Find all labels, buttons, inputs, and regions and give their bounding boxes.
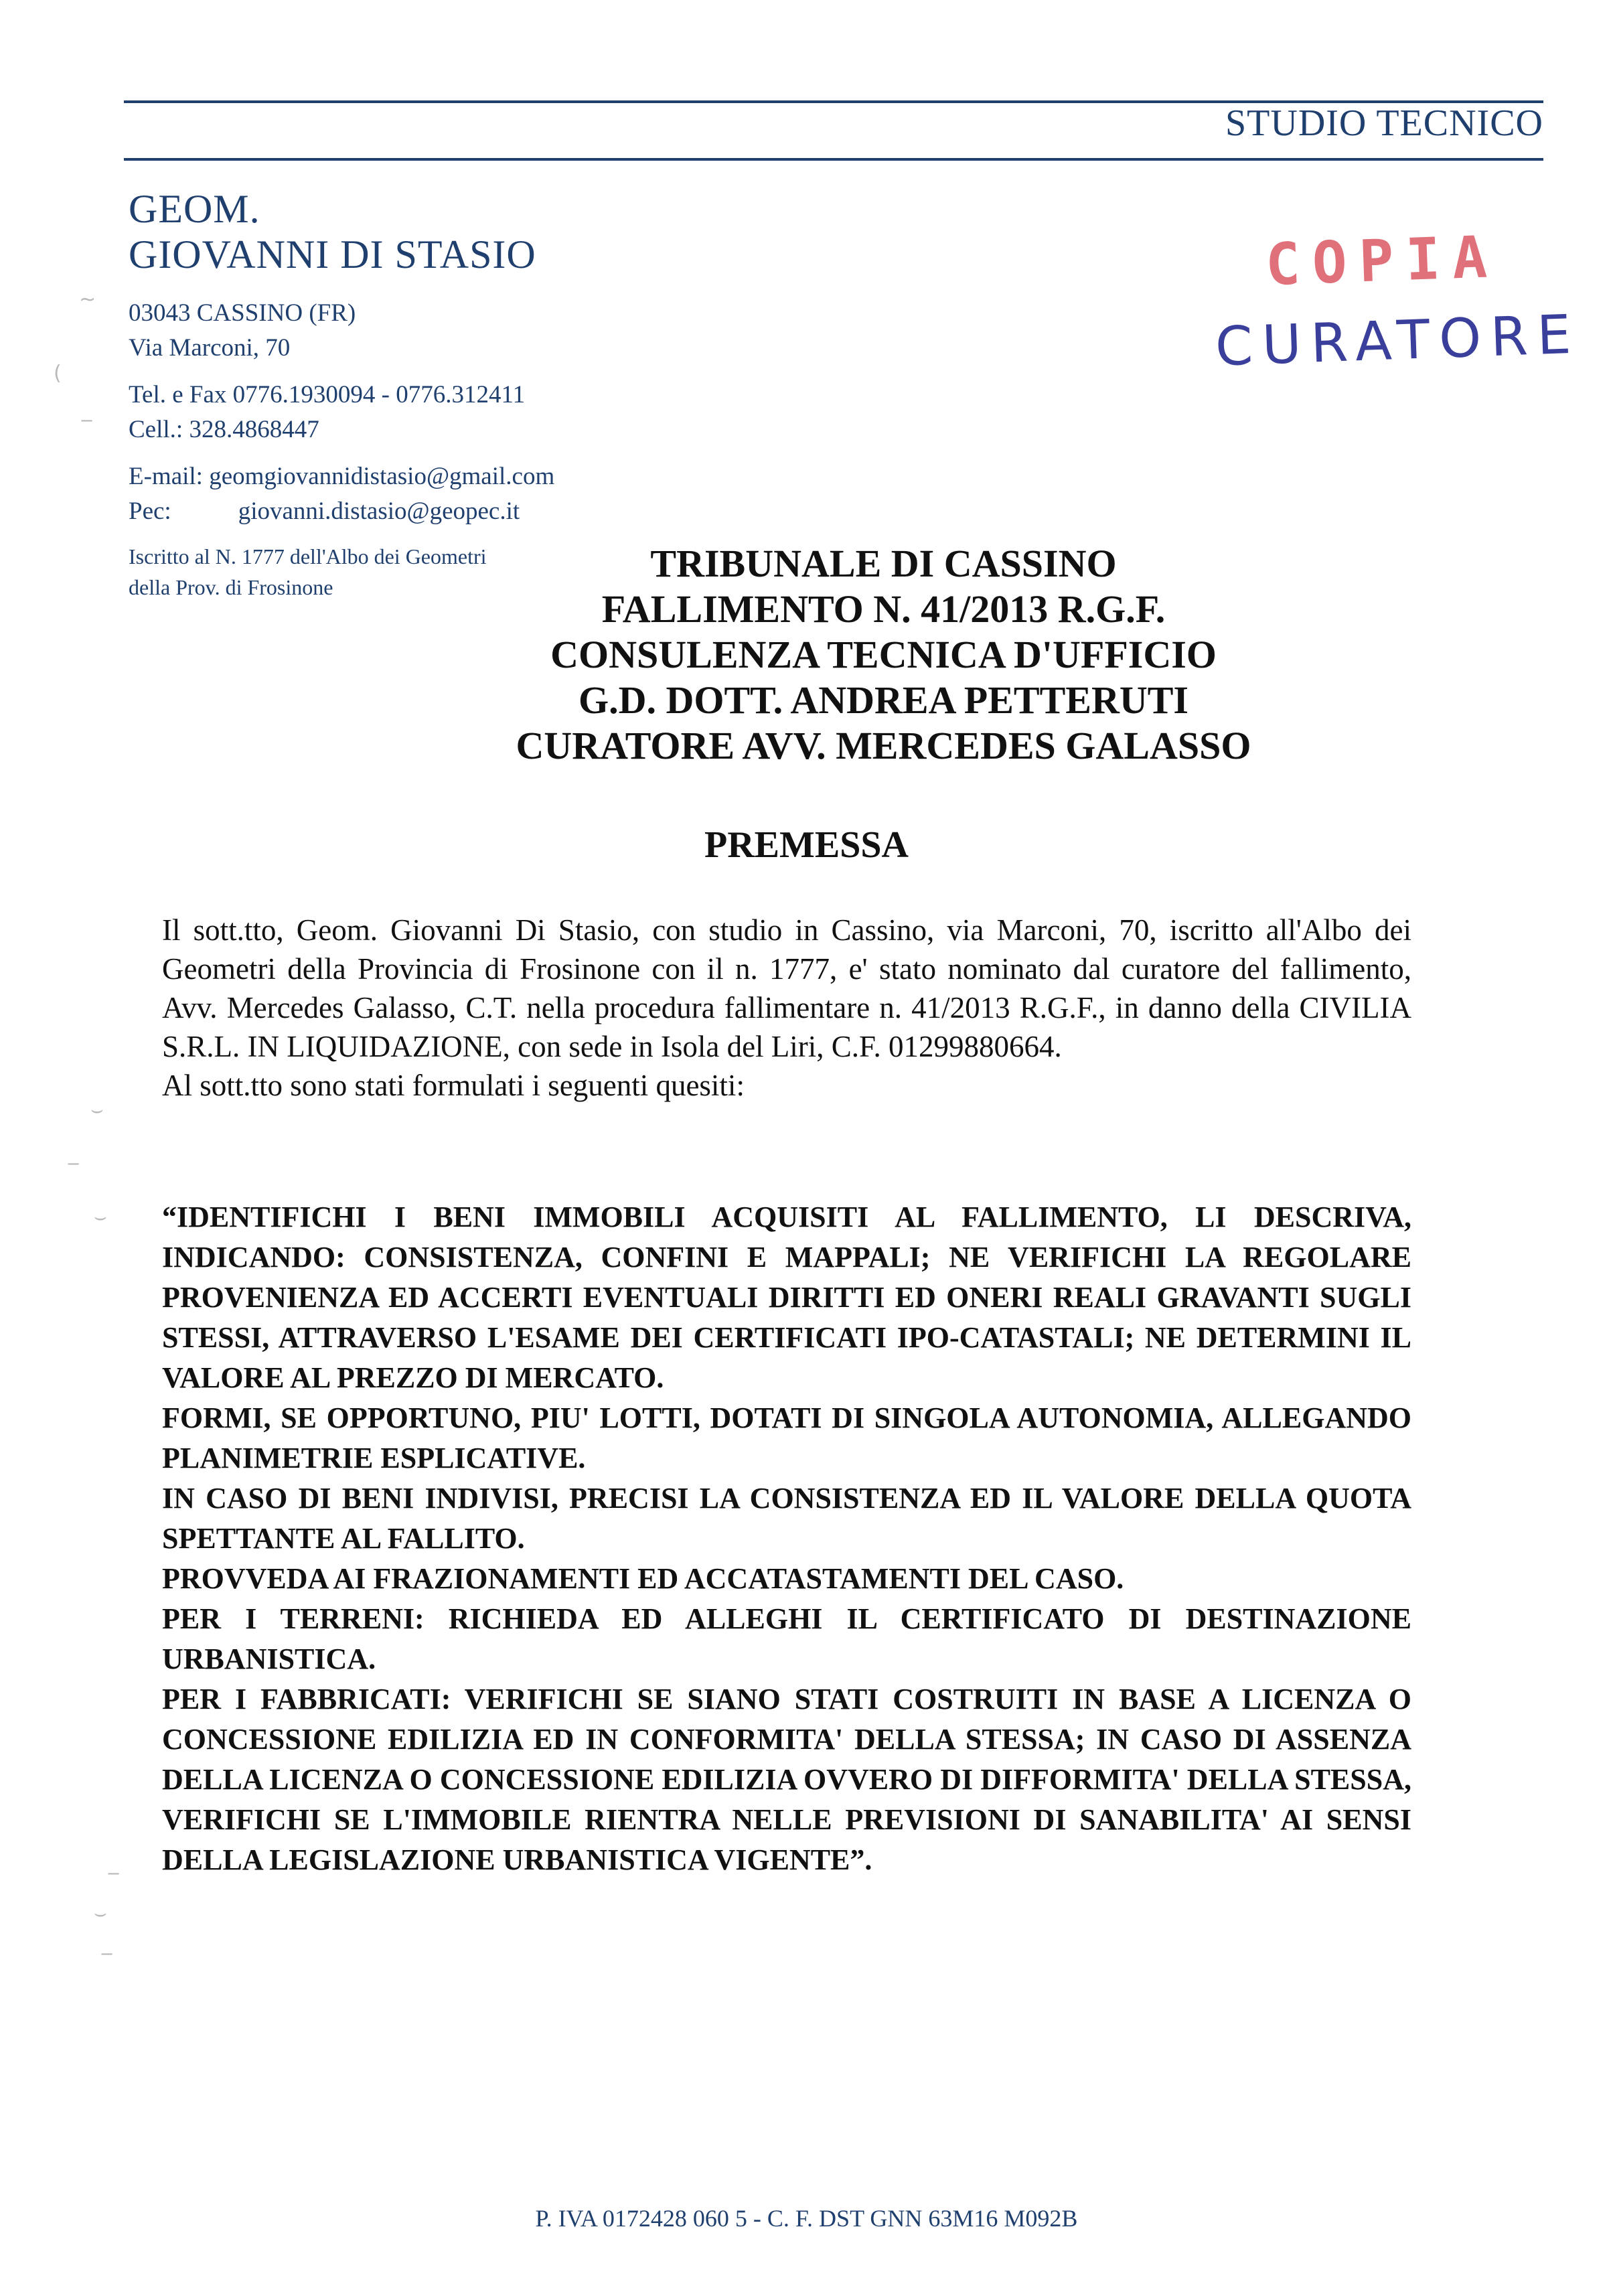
margin-scan-mark: ‒ — [107, 1861, 121, 1885]
letterhead-name: GIOVANNI DI STASIO — [129, 232, 536, 277]
footer-tax-info: P. IVA 0172428 060 5 - C. F. DST GNN 63M16 M092B — [535, 2205, 1078, 2232]
court-line-2: FALLIMENTO N. 41/2013 R.G.F. — [601, 587, 1166, 631]
margin-scan-mark: ⌣ — [94, 1902, 107, 1925]
premessa-heading: PREMESSA — [704, 824, 909, 866]
letterhead-title: GEOM. — [129, 187, 260, 231]
court-line-1: TRIBUNALE DI CASSINO — [650, 542, 1117, 585]
margin-scan-mark: ‒ — [80, 408, 94, 432]
quesito-4: PROVVEDA AI FRAZIONAMENTI ED ACCATASTAMENTI DEL CASO. — [162, 1562, 1124, 1595]
handwritten-curatore: CURATORE — [1214, 303, 1582, 378]
quesito-5: PER I TERRENI: RICHIEDA ED ALLEGHI IL CERTIFICATO DI DESTINAZIONE URBANISTICA. — [162, 1602, 1411, 1675]
margin-scan-mark: ( — [54, 362, 62, 385]
letterhead — [129, 186, 554, 603]
pec-address — [129, 494, 554, 529]
address-street: Via Marconi, 70 — [129, 334, 291, 362]
quesito-6: PER I FABBRICATI: VERIFICHI SE SIANO STATI COSTRUITI IN BASE A LICENZA O CONCESSIONE EDILIZIA ED IN CONFORMITA' DELLA STESSA; IN CASO DI ASSENZA DELLA LICENZA O CONCESSIONE EDILIZIA OVVERO DI DIFFORMITA' DELLA STESSA, VERIFICHI SE L'IMMOBILE RIENTRA NELLE PREVISIONI DI SANABILITA' AI SENSI DELLA LEGISLAZIONE URBANISTICA VIGENTE”. — [162, 1683, 1411, 1876]
pec-value: giovanni.distasio@geopec.it — [238, 498, 520, 525]
register-line-2: della Prov. di Frosinone — [129, 575, 333, 599]
court-line-5: CURATORE AVV. MERCEDES GALASSO — [516, 724, 1251, 767]
intro-line-2: Al sott.tto sono stati formulati i seguenti quesiti: — [162, 1069, 745, 1102]
margin-scan-mark: ~ — [79, 288, 96, 311]
copia-stamp: COPIA — [1264, 223, 1501, 299]
address-city: 03043 CASSINO (FR) — [129, 299, 356, 327]
margin-scan-mark: ‒ — [67, 1152, 80, 1175]
court-line-3: CONSULENZA TECNICA D'UFFICIO — [550, 633, 1217, 676]
intro-paragraph: Il sott.tto, Geom. Giovanni Di Stasio, con studio in Cassino, via Marconi, 70, iscritto all'Albo dei Geometri della Provincia di Frosinone con il n. 1777, e' stato nominato dal curatore del fallimento, Avv. Mercedes Galasso, C.T. nella procedura fallimentare n. 41/2013 R.G.F., in danno della CIVILIA S.R.L. IN LIQUIDAZIONE, con sede in Isola del Liri, C.F. 01299880664. — [162, 913, 1411, 1063]
header-rule-bottom — [124, 158, 1543, 161]
margin-scan-mark: ‒ — [100, 1942, 114, 1965]
quesito-2: FORMI, SE OPPORTUNO, PIU' LOTTI, DOTATI DI SINGOLA AUTONOMIA, ALLEGANDO PLANIMETRIE ESPLICATIVE. — [162, 1401, 1411, 1474]
intro-text — [162, 911, 1411, 1105]
quesiti-block — [162, 1197, 1411, 1880]
studio-label: STUDIO TECNICO — [1225, 102, 1543, 144]
quesito-3: IN CASO DI BENI INDIVISI, PRECISI LA CONSISTENZA ED IL VALORE DELLA QUOTA SPETTANTE AL FALLITO. — [162, 1482, 1411, 1555]
court-line-4: G.D. DOTT. ANDREA PETTERUTI — [579, 678, 1188, 722]
email-address: E-mail: geomgiovannidistasio@gmail.com — [129, 463, 555, 490]
cell-number: Cell.: 328.4868447 — [129, 416, 319, 443]
pec-label: Pec: — [129, 498, 171, 525]
section-title — [0, 824, 1613, 866]
footer — [0, 2204, 1613, 2232]
margin-scan-mark: ⌣ — [94, 1205, 107, 1229]
margin-scan-mark: ⌣ — [90, 1098, 104, 1122]
phone-number: Tel. e Fax 0776.1930094 - 0776.312411 — [129, 381, 526, 408]
register-line-1: Iscritto al N. 1777 dell'Albo dei Geometri — [129, 544, 487, 568]
court-heading — [0, 541, 1613, 769]
quesito-1: “IDENTIFICHI I BENI IMMOBILI ACQUISITI AL FALLIMENTO, LI DESCRIVA, INDICANDO: CONSISTENZA, CONFINI E MAPPALI; NE VERIFICHI LA REGOLARE PROVENIENZA ED ACCERTI EVENTUALI DIRITTI ED ONERI REALI GRAVANTI SUGLI STESSI, ATTRAVERSO L'ESAME DEI CERTIFICATI IPO-CATASTALI; NE DETERMINI IL VALORE AL PREZZO DI MERCATO. — [162, 1201, 1411, 1394]
